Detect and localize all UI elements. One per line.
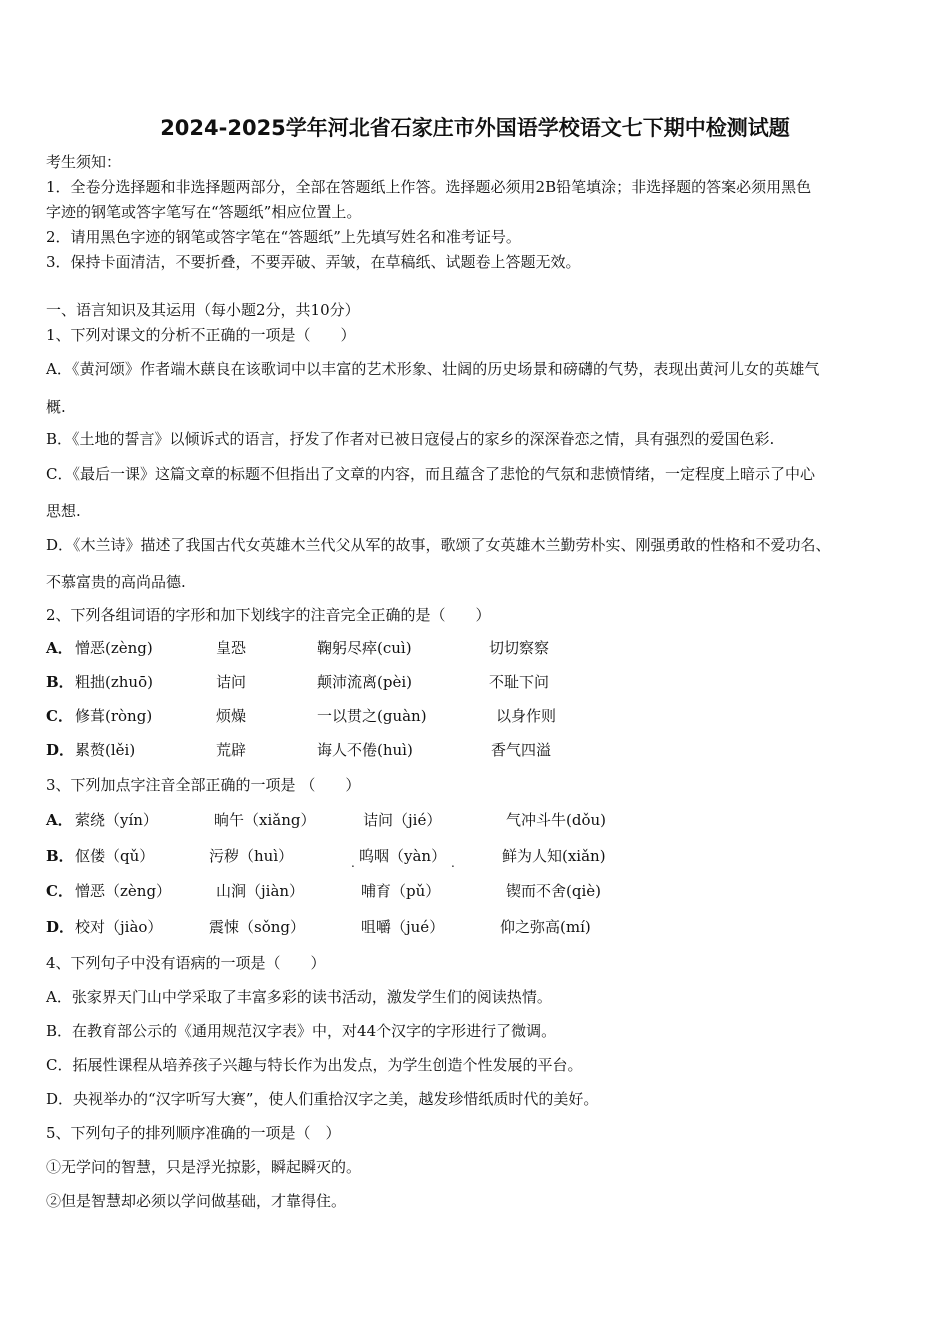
word: 锲而不舍(qiè) [506, 882, 601, 900]
word: 荒辟 [216, 741, 247, 759]
word: 烦燥 [216, 707, 247, 725]
question-stem: 4、下列句子中没有语病的一项是（ ） [46, 954, 326, 972]
word: 鲜为人知(xiǎn) [502, 847, 606, 865]
notice-item: 3．保持卡面清洁，不要折叠，不要弄破、弄皱，在草稿纸、试题卷上答题无效。 [46, 253, 581, 271]
word: 皇恐 [216, 639, 247, 657]
word: 校对（jiào） [75, 918, 163, 936]
question-stem: 2、下列各组词语的字形和加下划线字的注音完全正确的是（ ） [46, 606, 491, 624]
word: 一以贯之(guàn) [317, 707, 427, 725]
question-stem: 1、下列对课文的分析不正确的一项是（ ） [46, 326, 356, 344]
notice-item: 字迹的钢笔或答字笔写在“答题纸”相应位置上。 [46, 203, 362, 221]
emphasis-dot: . [451, 856, 455, 870]
word: 哺育（pǔ） [361, 882, 441, 900]
word: 粗拙(zhuō) [75, 673, 153, 691]
option-b: B．在教育部公示的《通用规范汉字表》中，对44个汉字的字形进行了微调。 [46, 1022, 557, 1040]
word: 晌午（xiǎng） [214, 811, 316, 829]
word: 香气四溢 [491, 741, 552, 759]
word: 萦绕（yín） [75, 811, 158, 829]
notice-item: 1．全卷分选择题和非选择题两部分，全部在答题纸上作答。选择题必须用2B铅笔填涂；非选择题的答案必须用黑色 [46, 178, 812, 196]
option-label: A． [46, 639, 73, 657]
word: 震悚（sǒng） [209, 918, 305, 936]
word: 污秽（huì） [209, 847, 294, 865]
section-heading: 一、语言知识及其运用（每小题2分，共10分） [46, 301, 360, 319]
word: 以身作则 [496, 707, 557, 725]
option-b: B．《土地的誓言》以倾诉式的语言，抒发了作者对已被日寇侵占的家乡的深深眷恋之情，具有强烈的爱国色彩. [46, 430, 775, 448]
word: 憎恶（zèng） [75, 882, 172, 900]
option-label: D． [46, 741, 75, 759]
sentence: ①无学问的智慧，只是浮光掠影，瞬起瞬灭的。 [46, 1158, 362, 1176]
word: 诲人不倦(huì) [317, 741, 413, 759]
option-label: B． [46, 847, 74, 865]
question-stem: 5、下列句子的排列顺序准确的一项是（ ） [46, 1124, 341, 1142]
exam-title: 2024-2025学年河北省石家庄市外国语学校语文七下期中检测试题 [160, 116, 790, 140]
option-a-cont: 概. [46, 398, 66, 416]
option-d-cont: 不慕富贵的高尚品德. [46, 573, 186, 591]
option-a: A．《黄河颂》作者端木蕻良在该歌词中以丰富的艺术形象、壮阔的历史场景和磅礴的气势，表现出黄河儿女的英雄气 [46, 360, 820, 378]
option-c-cont: 思想. [46, 502, 81, 520]
option-label: A． [46, 811, 73, 829]
word: 诘问 [216, 673, 247, 691]
word: 憎恶(zèng) [75, 639, 153, 657]
word: 山涧（jiàn） [216, 882, 305, 900]
option-label: C． [46, 882, 73, 900]
option-d: D．央视举办的“汉字听写大赛”，使人们重拾汉字之美，越发珍惜纸质时代的美好。 [46, 1090, 599, 1108]
sentence: ②但是智慧却必须以学问做基础，才靠得住。 [46, 1192, 347, 1210]
option-c: C．《最后一课》这篇文章的标题不但指出了文章的内容，而且蕴含了悲怆的气氛和悲愤情绪，一定程度上暗示了中心 [46, 465, 815, 483]
option-label: C． [46, 707, 73, 725]
word: 颠沛流离(pèi) [317, 673, 412, 691]
option-c: C．拓展性课程从培养孩子兴趣与特长作为出发点，为学生创造个性发展的平台。 [46, 1056, 583, 1074]
word: 伛偻（qǔ） [75, 847, 155, 865]
option-d: D．《木兰诗》描述了我国古代女英雄木兰代父从军的故事，歌颂了女英雄木兰勤劳朴实、刚强勇敢的性格和不爱功名、 [46, 536, 831, 554]
word: 修葺(ròng) [75, 707, 153, 725]
word: 切切察察 [489, 639, 550, 657]
option-a: A．张家界天门山中学采取了丰富多彩的读书活动，激发学生们的阅读热情。 [46, 988, 552, 1006]
word: 不耻下问 [489, 673, 550, 691]
word: 诘问（jié） [363, 811, 442, 829]
option-label: B． [46, 673, 74, 691]
word: 气冲斗牛(dǒu) [506, 811, 606, 829]
word: 咀嚼（jué） [361, 918, 445, 936]
emphasis-dot: . [351, 856, 355, 870]
word: 仰之弥高(mí) [500, 918, 591, 936]
word: 呜咽（yàn） [359, 847, 447, 865]
question-stem: 3、下列加点字注音全部正确的一项是 （ ） [46, 776, 361, 794]
word: 鞠躬尽瘁(cuì) [317, 639, 412, 657]
word: 累赘(lěi) [75, 741, 136, 759]
option-label: D． [46, 918, 75, 936]
notice-item: 2．请用黑色字迹的钢笔或答字笔在“答题纸”上先填写姓名和准考证号。 [46, 228, 521, 246]
notice-heading: 考生须知： [46, 153, 122, 171]
